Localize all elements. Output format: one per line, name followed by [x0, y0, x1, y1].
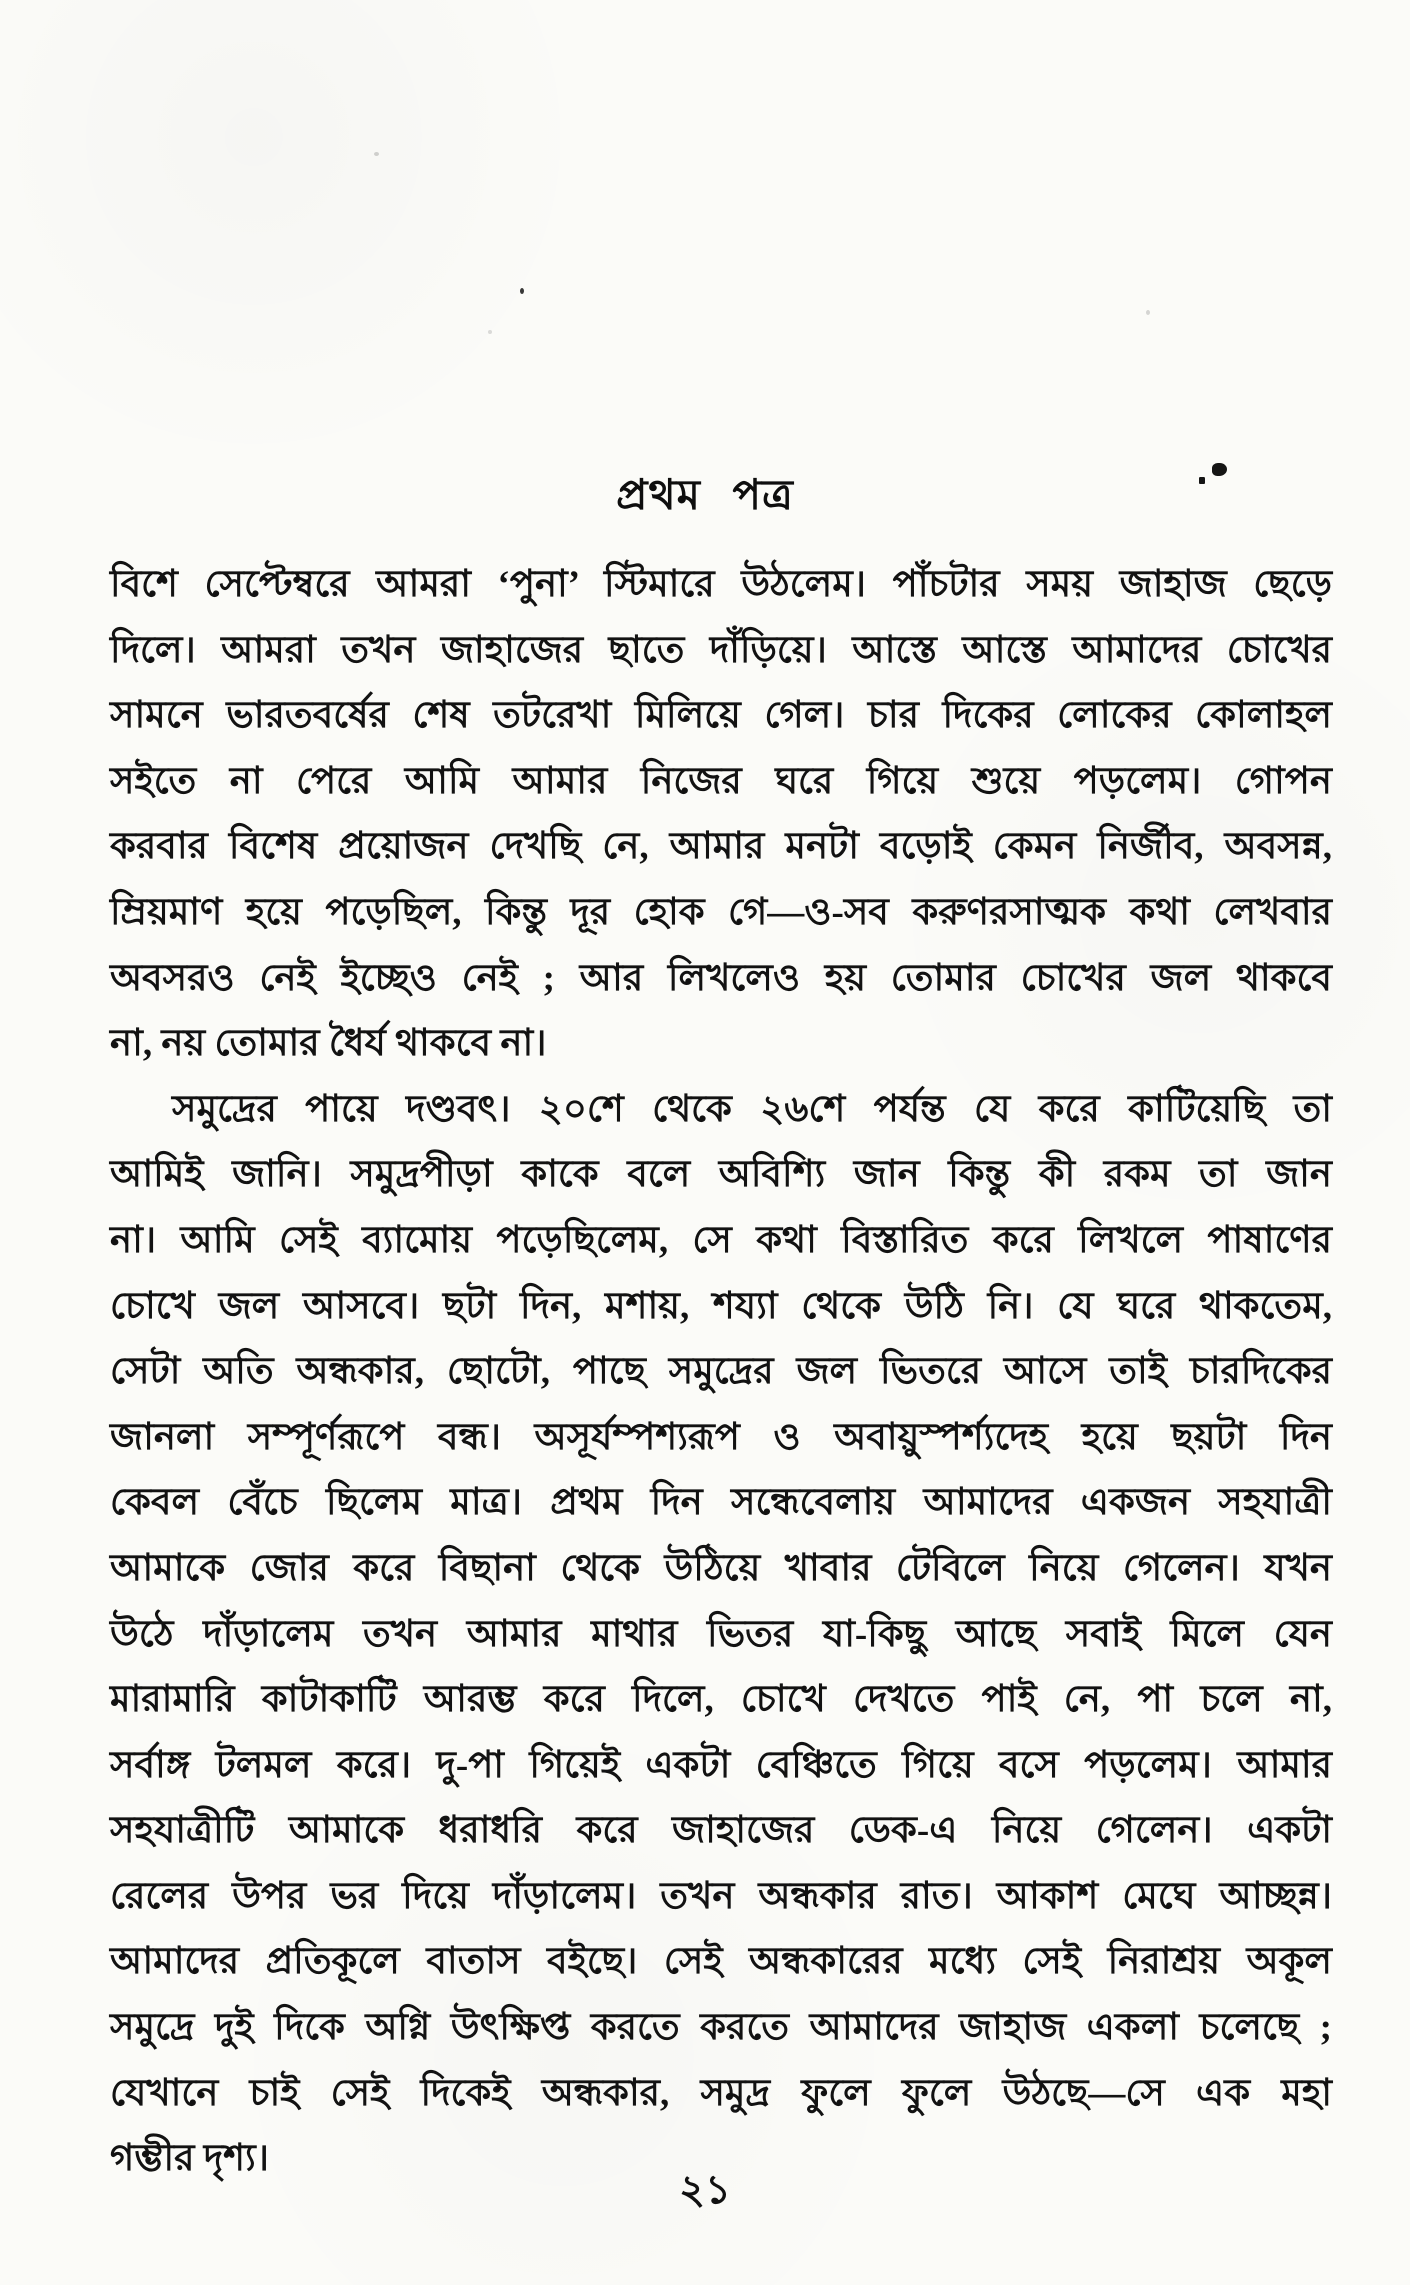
text-line: সামনে ভারতবর্ষের শেষ তটরেখা মিলিয়ে গেল। চার দিকের লোকের কোলাহল [110, 695, 1332, 737]
text-line: চোখে জল আসবে। ছটা দিন, মশায়, শয্যা থেকে উঠি নি। যে ঘরে থাকতেম, [110, 1285, 1332, 1327]
text-line: মারামারি কাটাকাটি আরম্ভ করে দিলে, চোখে দেখতে পাই নে, পা চলে না, [110, 1679, 1332, 1721]
ink-speck [488, 330, 492, 334]
text-line: না। আমি সেই ব্যামোয় পড়েছিলেম, সে কথা বিস্তারিত করে লিখলে পাষাণের [110, 1219, 1332, 1261]
text-line: আমাকে জোর করে বিছানা থেকে উঠিয়ে খাবার টেবিলে নিয়ে গেলেন। যখন [110, 1547, 1332, 1589]
text-line: গম্ভীর দৃশ্য। [110, 2138, 269, 2180]
chapter-title: প্রথম পত্র [616, 473, 794, 519]
text-line: কেবল বেঁচে ছিলেম মাত্র। প্রথম দিন সন্ধেবেলায় আমাদের একজন সহযাত্রী [110, 1482, 1332, 1524]
text-line: সমুদ্রের পায়ে দণ্ডবৎ। ২০শে থেকে ২৬শে পর্যন্ত যে করে কাটিয়েছি তা [172, 1088, 1332, 1130]
text-line: সেটা অতি অন্ধকার, ছোটো, পাছে সমুদ্রের জল ভিতরে আসে তাই চারদিকের [110, 1351, 1332, 1393]
text-line: করবার বিশেষ প্রয়োজন দেখছি নে, আমার মনটা বড়োই কেমন নির্জীব, অবসন্ন, [110, 826, 1332, 868]
ink-speck [520, 288, 524, 294]
text-line: সর্বাঙ্গ টলমল করে। দু-পা গিয়েই একটা বেঞ্চিতে গিয়ে বসে পড়লেম। আমার [110, 1744, 1332, 1786]
text-line: আমাদের প্রতিকূলে বাতাস বইছে। সেই অন্ধকারের মধ্যে সেই নিরাশ্রয় অকূল [110, 1941, 1332, 1983]
text-line: উঠে দাঁড়ালেম তখন আমার মাথার ভিতর যা-কিছু আছে সবাই মিলে যেন [110, 1613, 1332, 1655]
text-line: অবসরও নেই ইচ্ছেও নেই ; আর লিখলেও হয় তোমার চোখের জল থাকবে [110, 957, 1332, 999]
text-line: রেলের উপর ভর দিয়ে দাঁড়ালেম। তখন অন্ধকার রাত। আকাশ মেঘে আচ্ছন্ন। [110, 1875, 1332, 1917]
text-line: আমিই জানি। সমুদ্রপীড়া কাকে বলে অবিশ্যি জান কিন্তু কী রকম তা জান [110, 1154, 1332, 1196]
text-line: ম্রিয়মাণ হয়ে পড়েছিল, কিন্তু দূর হোক গে—ও-সব করুণরসাত্মক কথা লেখবার [110, 891, 1332, 933]
page-number: ২১ [679, 2167, 731, 2212]
text-line: সহযাত্রীটি আমাকে ধরাধরি করে জাহাজের ডেক-এ নিয়ে গেলেন। একটা [110, 1810, 1332, 1852]
text-line: বিশে সেপ্টেম্বরে আমরা ‘পুনা’ স্টিমারে উঠলেম। পাঁচটার সময় জাহাজ ছেড়ে [110, 564, 1332, 605]
text-line: না, নয় তোমার ধৈর্য থাকবে না। [110, 1023, 547, 1065]
text-line: জানলা সম্পূর্ণরূপে বন্ধ। অসূর্যম্পশ্যরূপ ও অবায়ুস্পর্শ্যদেহ হয়ে ছয়টা দিন [110, 1416, 1332, 1458]
text-line: দিলে। আমরা তখন জাহাজের ছাতে দাঁড়িয়ে। আস্তে আস্তে আমাদের চোখের [110, 629, 1332, 671]
body-text [110, 552, 1332, 2192]
text-line: যেখানে চাই সেই দিকেই অন্ধকার, সমুদ্র ফুলে ফুলে উঠছে—সে এক মহা [110, 2072, 1332, 2114]
text-line: সমুদ্রে দুই দিকে অগ্নি উৎক্ষিপ্ত করতে করতে আমাদের জাহাজ একলা চলেছে ; [110, 2007, 1332, 2049]
ink-speck [1146, 310, 1150, 315]
text-line: সইতে না পেরে আমি আমার নিজের ঘরে গিয়ে শুয়ে পড়লেম। গোপন [110, 760, 1332, 802]
ink-speck [374, 152, 379, 156]
